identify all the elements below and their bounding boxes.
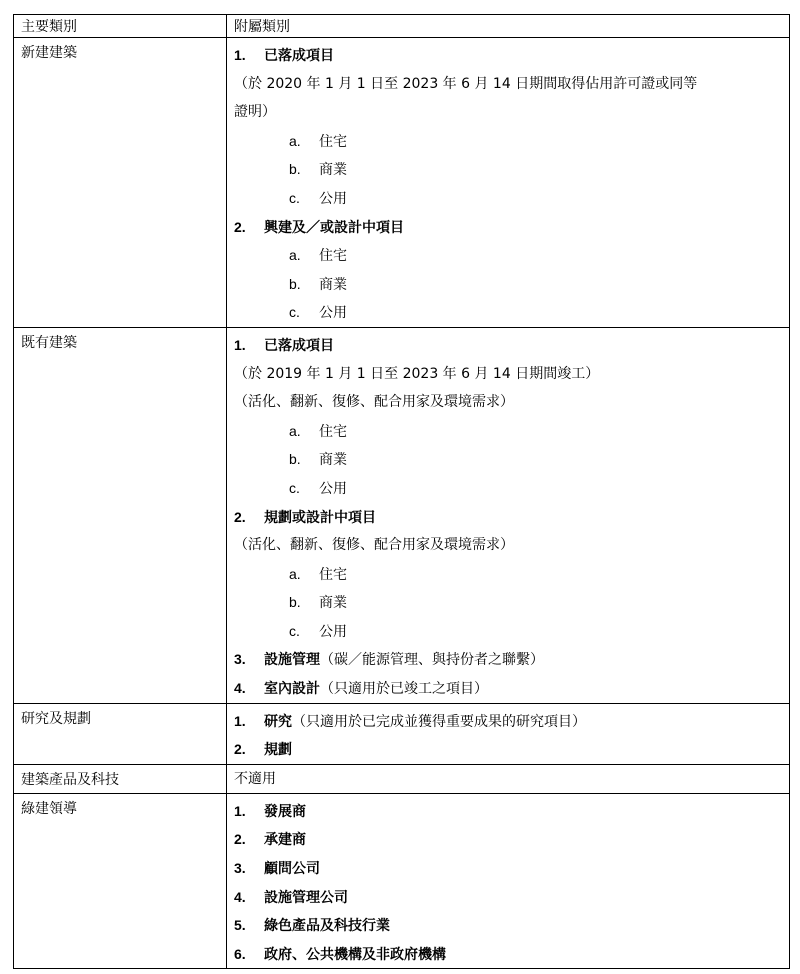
- subcategories-existing-building: [227, 327, 790, 703]
- category-table: [13, 14, 790, 969]
- type-item: a. 住宅: [289, 247, 347, 265]
- list-item: 5. 綠色產品及科技行業: [234, 917, 390, 935]
- note-text: （於 2019 年 1 月 1 日至 2023 年 6 月 14 日期間竣工）: [234, 365, 600, 382]
- category-research: 研究及規劃: [14, 703, 227, 764]
- list-item: 4. 設施管理公司: [234, 888, 348, 906]
- sub-item-research: 1. 研究（只適用於已完成並獲得重要成果的研究項目）: [234, 712, 586, 730]
- row-leadership: [14, 793, 790, 969]
- sub-item-completed: 1. 已落成項目: [234, 336, 334, 354]
- header-row: [14, 15, 790, 38]
- type-item: b. 商業: [289, 275, 347, 293]
- row-products: [14, 764, 790, 793]
- subcategories-leadership: [227, 793, 790, 969]
- note-text: 證明）: [234, 104, 276, 121]
- category-new-building: 新建建築: [14, 38, 227, 328]
- type-item: a. 住宅: [289, 132, 347, 150]
- category-products: 建築產品及科技: [14, 764, 227, 793]
- category-leadership: 綠建領導: [14, 793, 227, 969]
- header-main-category: 主要類別: [14, 15, 227, 38]
- row-existing-building: [14, 327, 790, 703]
- list-item: 2. 承建商: [234, 831, 306, 849]
- list-item: 1. 發展商: [234, 802, 306, 820]
- type-item: b. 商業: [289, 451, 347, 469]
- type-item: c. 公用: [289, 189, 347, 207]
- type-item: c. 公用: [289, 304, 347, 322]
- type-item: c. 公用: [289, 479, 347, 497]
- note-text: （於 2020 年 1 月 1 日至 2023 年 6 月 14 日期間取得佔用許可證或同等: [234, 75, 698, 92]
- list-item: 3. 顧問公司: [234, 860, 320, 878]
- type-item: c. 公用: [289, 622, 347, 640]
- sub-item-planning: 2. 規劃或設計中項目: [234, 508, 376, 526]
- sub-item-planning: 2. 規劃: [234, 741, 292, 759]
- subcategories-research: [227, 703, 790, 764]
- row-new-building: [14, 38, 790, 328]
- row-research: [14, 703, 790, 764]
- note-text: （活化、翻新、復修、配合用家及環境需求）: [234, 537, 514, 554]
- type-item: a. 住宅: [289, 565, 347, 583]
- type-item: a. 住宅: [289, 422, 347, 440]
- note-text: （活化、翻新、復修、配合用家及環境需求）: [234, 394, 514, 411]
- list-item: 6. 政府、公共機構及非政府機構: [234, 945, 446, 963]
- type-item: b. 商業: [289, 594, 347, 612]
- category-existing-building: 既有建築: [14, 327, 227, 703]
- sub-item-interior-design: 4. 室內設計（只適用於已竣工之項目）: [234, 680, 488, 698]
- type-item: b. 商業: [289, 161, 347, 179]
- sub-item-construction: 2. 興建及／或設計中項目: [234, 218, 404, 236]
- header-sub-category: 附屬類別: [227, 15, 790, 38]
- sub-item-completed: 1. 已落成項目: [234, 47, 334, 64]
- subcategories-new-building: [227, 38, 790, 328]
- not-applicable-text: 不適用: [227, 764, 790, 793]
- sub-item-facility-management: 3. 設施管理（碳／能源管理、與持份者之聯繫）: [234, 651, 544, 669]
